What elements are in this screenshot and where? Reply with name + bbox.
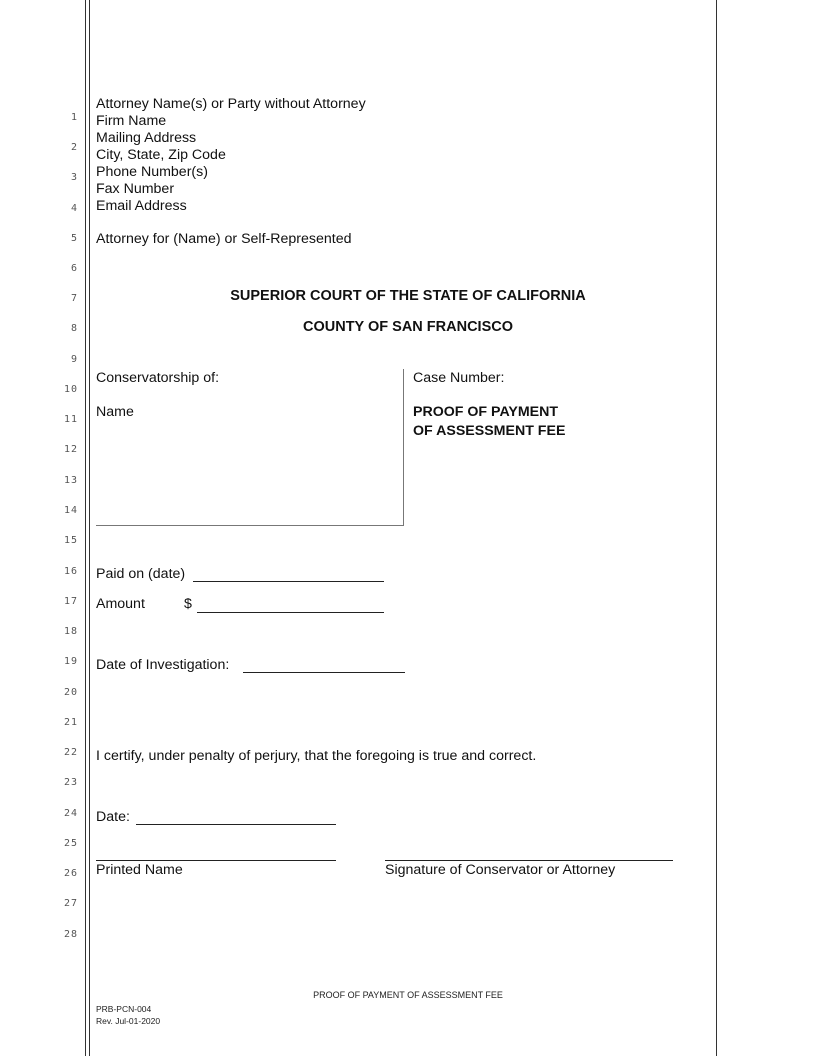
fax-number-line: Fax Number	[96, 181, 175, 197]
document-title-line1: PROOF OF PAYMENT	[413, 404, 559, 420]
date-of-investigation-field[interactable]	[243, 672, 405, 673]
amount-field[interactable]	[197, 612, 384, 613]
left-margin-rule-inner	[89, 0, 90, 1056]
line-number: 25	[63, 838, 78, 849]
line-number: 19	[63, 656, 78, 667]
caption-box-bottom-border	[96, 525, 404, 526]
court-name: SUPERIOR COURT OF THE STATE OF CALIFORNIA	[230, 288, 586, 304]
line-number: 4	[70, 203, 78, 214]
line-number: 13	[63, 475, 78, 486]
form-revision: Rev. Jul-01-2020	[96, 1016, 161, 1026]
footer-title: PROOF OF PAYMENT OF ASSESSMENT FEE	[313, 990, 503, 1000]
line-number: 5	[70, 233, 78, 244]
line-number: 16	[63, 566, 78, 577]
line-number: 26	[63, 868, 78, 879]
left-margin-rule-outer	[85, 0, 86, 1056]
amount-label: Amount	[96, 596, 145, 612]
currency-symbol: $	[184, 596, 192, 612]
printed-name-field[interactable]	[96, 860, 336, 861]
printed-name-label: Printed Name	[96, 862, 183, 878]
line-number: 1	[70, 112, 78, 123]
line-number: 7	[70, 293, 78, 304]
conservatee-name-label: Name	[96, 404, 134, 420]
paid-on-date-field[interactable]	[193, 581, 384, 582]
mailing-address-line: Mailing Address	[96, 130, 197, 146]
line-number: 14	[63, 505, 78, 516]
line-number: 10	[63, 384, 78, 395]
date-of-investigation-label: Date of Investigation:	[96, 657, 230, 673]
phone-number-line: Phone Number(s)	[96, 164, 208, 180]
line-number: 18	[63, 626, 78, 637]
line-number: 3	[70, 172, 78, 183]
line-number: 27	[63, 898, 78, 909]
date-label: Date:	[96, 809, 130, 825]
line-number: 28	[63, 929, 78, 940]
case-number-label: Case Number:	[413, 370, 505, 386]
line-number: 12	[63, 444, 78, 455]
line-number: 8	[70, 323, 78, 334]
line-number: 21	[63, 717, 78, 728]
line-number: 23	[63, 777, 78, 788]
paid-on-label: Paid on (date)	[96, 566, 186, 582]
line-number: 15	[63, 535, 78, 546]
firm-name-line: Firm Name	[96, 113, 167, 129]
line-number: 9	[70, 354, 78, 365]
conservatorship-label: Conservatorship of:	[96, 370, 220, 386]
attorney-name-line: Attorney Name(s) or Party without Attorney	[96, 96, 366, 112]
line-number: 11	[63, 414, 78, 425]
email-address-line: Email Address	[96, 198, 187, 214]
signature-field[interactable]	[385, 860, 673, 861]
document-title-line2: OF ASSESSMENT FEE	[413, 423, 566, 439]
line-number: 2	[70, 142, 78, 153]
certification-statement: I certify, under penalty of perjury, that the foregoing is true and correct.	[96, 748, 537, 764]
right-margin-rule	[716, 0, 717, 1056]
city-state-zip-line: City, State, Zip Code	[96, 147, 226, 163]
line-number: 20	[63, 687, 78, 698]
line-number: 22	[63, 747, 78, 758]
line-number: 24	[63, 808, 78, 819]
signature-label: Signature of Conservator or Attorney	[385, 862, 616, 878]
form-id: PRB-PCN-004	[96, 1004, 152, 1014]
attorney-for-line: Attorney for (Name) or Self-Represented	[96, 231, 352, 247]
court-county: COUNTY OF SAN FRANCISCO	[303, 319, 513, 335]
caption-box-right-border	[403, 369, 404, 525]
line-number: 17	[63, 596, 78, 607]
line-number: 6	[70, 263, 78, 274]
date-field[interactable]	[136, 824, 336, 825]
line-numbers	[0, 0, 80, 1056]
